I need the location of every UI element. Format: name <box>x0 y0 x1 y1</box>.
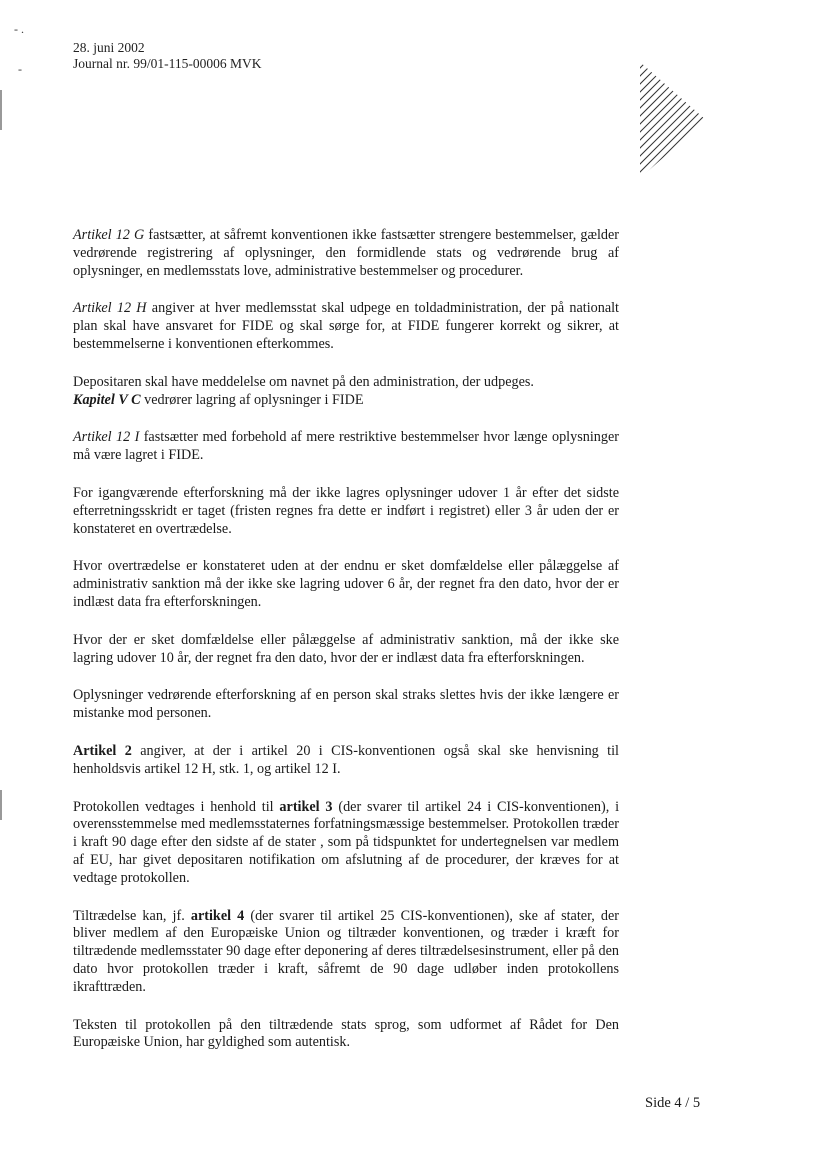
article-reference: Artikel 12 H <box>73 300 147 317</box>
paragraph-text: angiver, at der i artikel 20 i CIS-konventionen også skal ske henvisning til henholdsvis artikel 12 H, stk. 1, og artikel 12 I. <box>73 742 619 777</box>
document-body <box>73 227 619 1072</box>
chapter-reference: Kapitel V C <box>73 391 141 408</box>
paragraph-artikel-3 <box>73 799 619 888</box>
paragraph-domfaeldelse <box>73 632 619 668</box>
paragraph-text: fastsætter med forbehold af mere restriktive bestemmelser hvor længe oplysninger må være lagret i FIDE. <box>73 429 619 464</box>
scan-dot: - . <box>14 22 24 36</box>
article-reference: artikel 4 <box>190 907 245 924</box>
paragraph-text: Hvor der er sket domfældelse eller pålæggelse af administrativ sanktion, må der ikke ske lagring udover 10 år, der regnet fra den dato, hvor der er indlæst data fra efterforskningen. <box>73 631 619 666</box>
paragraph-text: Protokollen vedtages i henhold til <box>73 798 280 815</box>
paragraph-autentisk <box>73 1017 619 1053</box>
paragraph-text: Oplysninger vedrørende efterforskning af en person skal straks slettes hvis der ikke længere er mistanke mod personen. <box>73 687 619 722</box>
paragraph-overtraedelse <box>73 558 619 611</box>
article-reference: Artikel 2 <box>73 742 132 759</box>
document-header <box>73 40 262 72</box>
page-number: Side 4 / 5 <box>645 1095 701 1111</box>
paragraph-text: (der svarer til artikel 25 CIS-konventionen), ske af stater, der bliver medlem af den Europæiske Union og tiltræder konventionen, og træder i kræft for tiltrædende medlemsstater 90 dage efter deponering af deres tiltrædelsesinstrument, eller på den dato hvor protokollen træder i kraft, såfremt de 90 dage udløber inden protokollens ikrafttræden. <box>73 907 619 995</box>
paragraph-text: fastsætter, at såfremt konventionen ikke fastsætter strengere bestemmelser, gælder vedrørende registrering af oplysninger, den formidlende stats og vedrørende brug af oplysninger, en medlemsstats love, administrative bestemmelser og procedurer. <box>73 227 619 279</box>
paragraph-artikel-12i <box>73 429 619 465</box>
paragraph-text: Hvor overtrædelse er konstateret uden at der endnu er sket domfældelse eller pålæggelse af administrativ sanktion må der ikke ske lagring udover 6 år, der regnet fra den dato, hvor der er indlæst data fra efterforskningen. <box>73 558 619 610</box>
paragraph-sletning <box>73 687 619 723</box>
scan-margin-mark <box>0 790 2 820</box>
article-reference: artikel 3 <box>279 798 333 815</box>
hatched-triangle-icon <box>640 60 706 180</box>
paragraph-artikel-12h <box>73 300 619 353</box>
paragraph-text: vedrører lagring af oplysninger i FIDE <box>140 391 364 408</box>
article-reference: Artikel 12 G <box>73 227 145 243</box>
paragraph-kapitel-vc <box>73 392 619 410</box>
header-journal-number: Journal nr. 99/01-115-00006 MVK <box>73 56 262 71</box>
paragraph-text: (der svarer til artikel 24 i CIS-konventionen), i overensstemmelse med medlemsstaternes forfatningsmæssige bestemmelser. Protokollen træder i kraft 90 dage efter den sidste af de stater , som på tidspunktet for undertegnelsen var medlem af EU, har givet depositaren notifikation om afslutning af de procedurer, der kræves for at vedtage protokollen. <box>73 798 620 886</box>
paragraph-depositaren <box>73 374 619 392</box>
paragraph-text: Depositaren skal have meddelelse om navnet på den administration, der udpeges. <box>73 373 534 390</box>
paragraph-artikel-2 <box>73 743 619 779</box>
paragraph-igangvaerende <box>73 485 619 538</box>
paragraph-text: angiver at hver medlemsstat skal udpege en toldadministration, der på nationalt plan skal have ansvaret for FIDE og skal sørge for, at FIDE fungerer korrekt og sikrer, at bestemmelserne i konventionen efterkommes. <box>73 300 620 352</box>
paragraph-text: Tiltrædelse kan, jf. <box>73 907 191 924</box>
paragraph-text: Teksten til protokollen på den tiltrædende stats sprog, som udformet af Rådet for Den Europæiske Union, har gyldighed som autentisk. <box>73 1016 619 1051</box>
scan-margin-mark <box>0 90 2 130</box>
paragraph-artikel-4 <box>73 908 619 997</box>
header-date: 28. juni 2002 <box>73 40 145 55</box>
article-reference: Artikel 12 I <box>73 429 140 446</box>
paragraph-artikel-12g <box>73 227 619 280</box>
paragraph-text: For igangværende efterforskning må der ikke lagres oplysninger udover 1 år efter det sidste efterretningsskridt er taget (fristen regnes fra dette er indført i registret) eller 3 år uden der er konstateret en overtrædelse. <box>73 484 619 537</box>
scan-dot: - <box>18 62 22 76</box>
